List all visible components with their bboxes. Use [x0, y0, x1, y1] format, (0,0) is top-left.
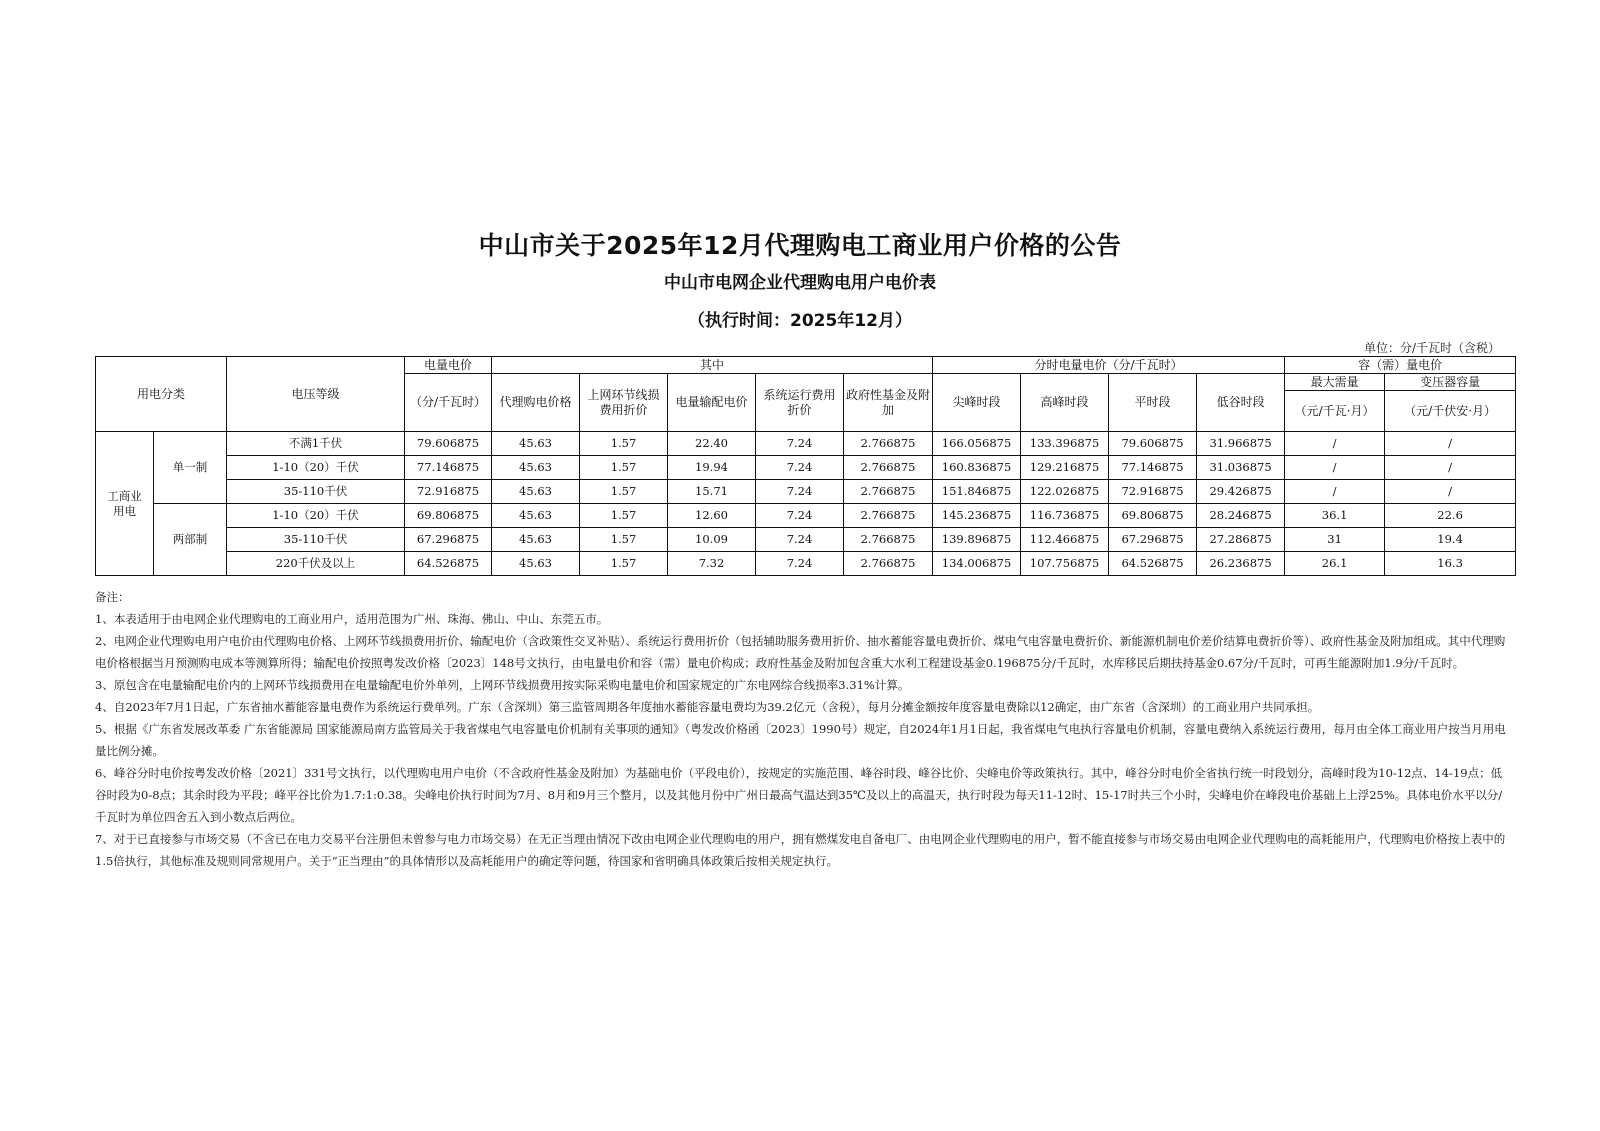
- cell-loss: 1.57: [580, 480, 668, 504]
- cell-demand: 31: [1285, 528, 1385, 552]
- header-agent-price: 代理购电价格: [492, 374, 580, 432]
- cell-energy: 69.806875: [405, 504, 492, 528]
- header-max-demand: 最大需量: [1285, 374, 1385, 391]
- cell-trans: 12.60: [668, 504, 756, 528]
- page-subtitle: 中山市电网企业代理购电用户电价表: [664, 273, 936, 293]
- header-flat: 平时段: [1109, 374, 1197, 432]
- cell-voltage: 不满1千伏: [227, 432, 405, 456]
- note-item: 6、峰谷分时电价按粤发改价格〔2021〕331号文执行，以代理购电用户电价（不含政府性基金及附加）为基础电价（平段电价），按规定的实施范围、峰谷时段、峰谷比价、尖峰电价等政策执行。其中，峰谷分时电价全省执行统一时段划分，高峰时段为10-12点、14-19点；低谷时段为0-8点；其余时段为平段；峰平谷比价为1.7:1:0.38。尖峰电价执行时间为7月、8月和9月三个整月，以及其他月份中广州日最高气温达到35℃及以上的高温天，执行时段为每天11-12时、15-17时共三个小时，尖峰电价在峰段电价基础上上浮25%。具体电价水平以分/千瓦时为单位四舍五入到小数点后两位。: [95, 766, 1503, 824]
- note-item: 4、自2023年7月1日起，广东省抽水蓄能容量电费作为系统运行费单列。广东（含深圳）第三监管周期各年度抽水蓄能容量电费均为39.2亿元（含税），每月分摊金额按年度容量电费除以12确定，由广东省（含深圳）的工商业用户共同承担。: [95, 700, 1320, 714]
- cell-peak: 129.216875: [1021, 456, 1109, 480]
- subgroup-two-part: 两部制: [154, 504, 227, 576]
- cell-fund: 2.766875: [844, 528, 933, 552]
- cell-agent: 45.63: [492, 480, 580, 504]
- note-item: 7、对于已直接参与市场交易（不含已在电力交易平台注册但未曾参与电力市场交易）在无正当理由情况下改由电网企业代理购电的用户，拥有燃煤发电自备电厂、由电网企业代理购电的用户，暂不能直接参与市场交易由电网企业代理购电的高耗能用户，代理购电价格按上表中的1.5倍执行，其他标准及规则同常规用户。关于“正当理由”的具体情形以及高耗能用户的确定等问题，待国家和省明确具体政策后按相关规定执行。: [95, 832, 1506, 868]
- header-tou: 分时电量电价（分/千瓦时）: [933, 357, 1285, 374]
- group-label: 工商业用电: [96, 432, 154, 576]
- table-row: [96, 552, 1516, 576]
- cell-flat: 69.806875: [1109, 504, 1197, 528]
- cell-energy: 64.526875: [405, 552, 492, 576]
- cell-valley: 27.286875: [1197, 528, 1285, 552]
- cell-valley: 29.426875: [1197, 480, 1285, 504]
- cell-fund: 2.766875: [844, 456, 933, 480]
- note-item: 3、原包含在电量输配电价内的上网环节线损费用在电量输配电价外单列，上网环节线损费用按实际采购电量电价和国家规定的广东电网综合线损率3.31%计算。: [95, 678, 910, 692]
- table-row: [96, 456, 1516, 480]
- header-grid-loss: 上网环节线损费用折价: [580, 374, 668, 432]
- header-of-which: 其中: [492, 357, 933, 374]
- cell-transformer: /: [1385, 432, 1516, 456]
- price-table: [95, 356, 1516, 576]
- table-row: [96, 432, 1516, 456]
- cell-flat: 77.146875: [1109, 456, 1197, 480]
- cell-transformer: /: [1385, 480, 1516, 504]
- cell-energy: 77.146875: [405, 456, 492, 480]
- cell-loss: 1.57: [580, 456, 668, 480]
- cell-fund: 2.766875: [844, 480, 933, 504]
- cell-peak: 122.026875: [1021, 480, 1109, 504]
- header-category: 用电分类: [96, 357, 227, 432]
- subgroup-single: 单一制: [154, 432, 227, 504]
- cell-voltage: 1-10（20）千伏: [227, 456, 405, 480]
- cell-valley: 28.246875: [1197, 504, 1285, 528]
- table-row: [96, 480, 1516, 504]
- page-title: 中山市关于2025年12月代理购电工商业用户价格的公告: [478, 231, 1122, 260]
- cell-sysop: 7.24: [756, 456, 844, 480]
- cell-agent: 45.63: [492, 456, 580, 480]
- note-item: 2、电网企业代理购电用户电价由代理购电价格、上网环节线损费用折价、输配电价（含政策性交叉补贴）、系统运行费用折价（包括辅助服务费用折价、抽水蓄能容量电费折价、煤电气电容量电费折价、新能源机制电价差价结算电费折价等）、政府性基金及附加组成。其中代理购电价格根据当月预测购电成本等测算所得；输配电价按照粤发改价格〔2023〕148号文执行，由电量电价和容（需）量电价构成；政府性基金及附加包含重大水利工程建设基金0.196875分/千瓦时，水库移民后期扶持基金0.67分/千瓦时，可再生能源附加1.9分/千瓦时。: [95, 634, 1506, 670]
- cell-fund: 2.766875: [844, 432, 933, 456]
- cell-trans: 7.32: [668, 552, 756, 576]
- cell-sysop: 7.24: [756, 432, 844, 456]
- header-energy-price: 电量电价: [405, 357, 492, 374]
- cell-transformer: /: [1385, 456, 1516, 480]
- cell-voltage: 35-110千伏: [227, 480, 405, 504]
- cell-transformer: 22.6: [1385, 504, 1516, 528]
- cell-sysop: 7.24: [756, 552, 844, 576]
- cell-sysop: 7.24: [756, 528, 844, 552]
- cell-sharp: 166.056875: [933, 432, 1021, 456]
- cell-loss: 1.57: [580, 504, 668, 528]
- cell-trans: 22.40: [668, 432, 756, 456]
- table-row: [96, 504, 1516, 528]
- cell-voltage: 35-110千伏: [227, 528, 405, 552]
- cell-sharp: 134.006875: [933, 552, 1021, 576]
- note-item: 5、根据《广东省发展改革委 广东省能源局 国家能源局南方监管局关于我省煤电气电容量电价机制有关事项的通知》（粤发改价格函〔2023〕1990号）规定，自2024年1月1日起，我省煤电气电执行容量电价机制，容量电费纳入系统运行费用，每月由全体工商业用户按当月用电量比例分摊。: [95, 722, 1506, 758]
- cell-energy: 67.296875: [405, 528, 492, 552]
- cell-flat: 64.526875: [1109, 552, 1197, 576]
- cell-fund: 2.766875: [844, 552, 933, 576]
- notes-title: 备注：: [95, 590, 130, 604]
- cell-flat: 79.606875: [1109, 432, 1197, 456]
- header-transmission: 电量输配电价: [668, 374, 756, 432]
- header-valley: 低谷时段: [1197, 374, 1285, 432]
- cell-demand: 26.1: [1285, 552, 1385, 576]
- note-item: 1、本表适用于由电网企业代理购电的工商业用户，适用范围为广州、珠海、佛山、中山、东莞五市。: [95, 612, 609, 626]
- cell-demand: /: [1285, 480, 1385, 504]
- cell-loss: 1.57: [580, 432, 668, 456]
- cell-energy: 72.916875: [405, 480, 492, 504]
- header-energy-price-unit: （分/千瓦时）: [405, 374, 492, 432]
- cell-demand: 36.1: [1285, 504, 1385, 528]
- cell-flat: 72.916875: [1109, 480, 1197, 504]
- cell-peak: 112.466875: [1021, 528, 1109, 552]
- cell-peak: 133.396875: [1021, 432, 1109, 456]
- cell-flat: 67.296875: [1109, 528, 1197, 552]
- cell-agent: 45.63: [492, 528, 580, 552]
- header-peak: 高峰时段: [1021, 374, 1109, 432]
- cell-voltage: 220千伏及以上: [227, 552, 405, 576]
- cell-peak: 107.756875: [1021, 552, 1109, 576]
- cell-loss: 1.57: [580, 528, 668, 552]
- table-row: [96, 528, 1516, 552]
- cell-sharp: 160.836875: [933, 456, 1021, 480]
- unit-label: 单位：分/千瓦时（含税）: [1363, 341, 1500, 355]
- header-max-demand-unit: （元/千瓦·月）: [1285, 391, 1385, 432]
- cell-sharp: 145.236875: [933, 504, 1021, 528]
- cell-loss: 1.57: [580, 552, 668, 576]
- cell-trans: 15.71: [668, 480, 756, 504]
- cell-peak: 116.736875: [1021, 504, 1109, 528]
- header-gov-fund: 政府性基金及附加: [844, 374, 933, 432]
- cell-sharp: 139.896875: [933, 528, 1021, 552]
- cell-transformer: 16.3: [1385, 552, 1516, 576]
- header-capacity: 容（需）量电价: [1285, 357, 1516, 374]
- header-transformer-unit: （元/千伏安·月）: [1385, 391, 1516, 432]
- header-row-1: [96, 357, 1516, 374]
- cell-demand: /: [1285, 432, 1385, 456]
- header-system-op: 系统运行费用折价: [756, 374, 844, 432]
- cell-trans: 19.94: [668, 456, 756, 480]
- header-voltage: 电压等级: [227, 357, 405, 432]
- cell-trans: 10.09: [668, 528, 756, 552]
- cell-agent: 45.63: [492, 504, 580, 528]
- cell-valley: 31.966875: [1197, 432, 1285, 456]
- header-transformer: 变压器容量: [1385, 374, 1516, 391]
- cell-sysop: 7.24: [756, 504, 844, 528]
- cell-sysop: 7.24: [756, 480, 844, 504]
- header-peak-sharp: 尖峰时段: [933, 374, 1021, 432]
- cell-demand: /: [1285, 456, 1385, 480]
- cell-energy: 79.606875: [405, 432, 492, 456]
- cell-valley: 26.236875: [1197, 552, 1285, 576]
- cell-transformer: 19.4: [1385, 528, 1516, 552]
- cell-sharp: 151.846875: [933, 480, 1021, 504]
- cell-agent: 45.63: [492, 432, 580, 456]
- cell-agent: 45.63: [492, 552, 580, 576]
- cell-voltage: 1-10（20）千伏: [227, 504, 405, 528]
- cell-valley: 31.036875: [1197, 456, 1285, 480]
- cell-fund: 2.766875: [844, 504, 933, 528]
- notes-section: [95, 586, 1513, 872]
- execution-time: （执行时间：2025年12月）: [688, 311, 912, 331]
